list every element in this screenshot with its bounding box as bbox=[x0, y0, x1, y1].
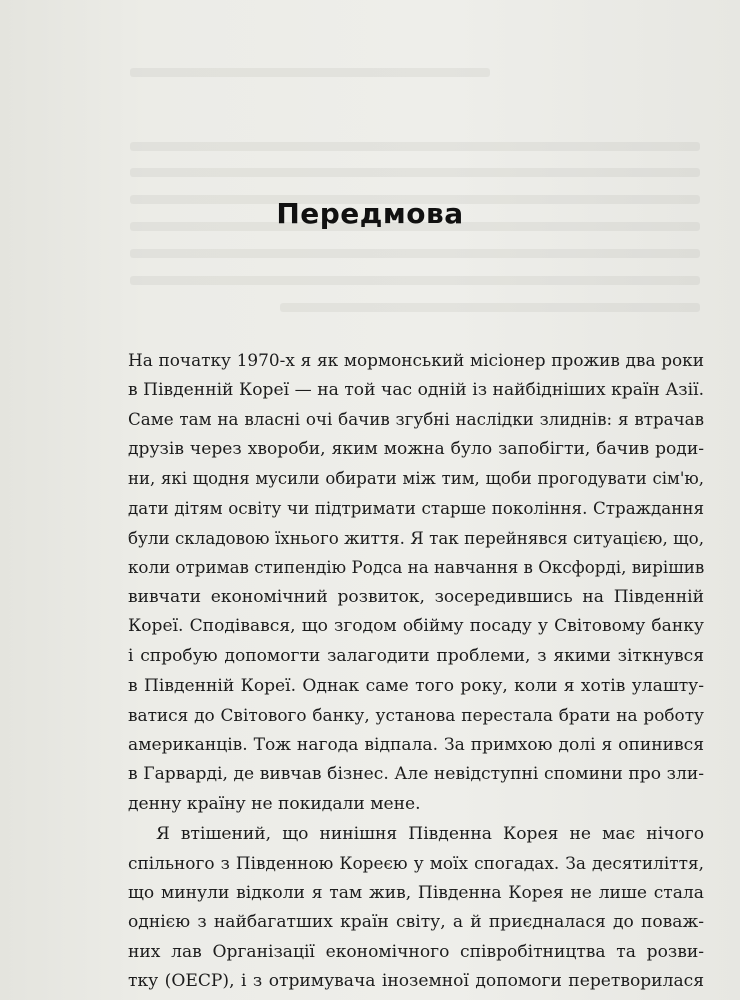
text-line: Кореї. Сподівався, що згодом обійму посаду у Світовому банку bbox=[128, 616, 704, 637]
text-line: них лав Організації економічного співробітництва та розви- bbox=[128, 941, 704, 962]
text-line: однією з найбагатших країн світу, а й приєдналася до поваж- bbox=[128, 912, 704, 933]
bleed-through-text bbox=[130, 276, 700, 285]
text-line: спільного з Південною Кореєю у моїх спогадах. За десятиліття, bbox=[128, 853, 704, 874]
text-line: На початку 1970-х я як мормонський місіонер прожив два роки bbox=[128, 350, 704, 370]
paragraph-2 bbox=[128, 820, 704, 998]
text-line: були складовою їхнього життя. Я так перейнявся ситуацією, що, bbox=[128, 527, 704, 548]
text-line: американців. Тож нагода відпала. За примхою долі я опинився bbox=[128, 734, 704, 755]
text-line: вивчати економічний розвиток, зосередившись на Південній bbox=[128, 586, 704, 607]
bleed-through-text bbox=[280, 303, 700, 312]
text-line: ни, які щодня мусили обирати між тим, щоби прогодувати сім'ю, bbox=[128, 469, 704, 489]
text-line: в Гарварді, де вивчав бізнес. Але невідступні спомини про зли- bbox=[128, 764, 704, 785]
bleed-through-text bbox=[130, 168, 700, 177]
text-line: Саме там на власні очі бачив згубні наслідки злиднів: я втрачав bbox=[128, 409, 704, 430]
text-line: в Південній Кореї. Однак саме того року, коли я хотів улашту- bbox=[128, 675, 704, 696]
bleed-through-text bbox=[130, 142, 700, 151]
body-text bbox=[128, 346, 704, 997]
bleed-through-text bbox=[130, 249, 700, 258]
text-line: ватися до Світового банку, установа перестала брати на роботу bbox=[128, 705, 704, 726]
text-line: і спробую допомогти залагодити проблеми, з якими зіткнувся bbox=[128, 645, 704, 666]
text-line: дати дітям освіту чи підтримати старше покоління. Страждання bbox=[128, 497, 704, 518]
text-line: тку (ОЕСР), і з отримувача іноземної допомоги перетворилася bbox=[128, 971, 704, 992]
text-line: що минули відколи я там жив, Південна Корея не лише стала bbox=[128, 882, 704, 903]
paragraph-1 bbox=[128, 346, 704, 820]
text-line: в Південній Кореї — на той час одній із найбідніших країн Азії. bbox=[128, 379, 704, 400]
text-line: Я втішений, що нинішня Південна Корея не має нічого bbox=[156, 823, 704, 844]
text-line: денну країну не покидали мене. bbox=[128, 793, 421, 814]
bleed-through-text bbox=[130, 68, 490, 77]
text-line: коли отримав стипендію Родса на навчання в Оксфорді, вирішив bbox=[128, 557, 704, 578]
page-title: Передмова bbox=[276, 196, 464, 230]
text-line: друзів через хвороби, яким можна було запобігти, бачив роди- bbox=[128, 438, 704, 459]
